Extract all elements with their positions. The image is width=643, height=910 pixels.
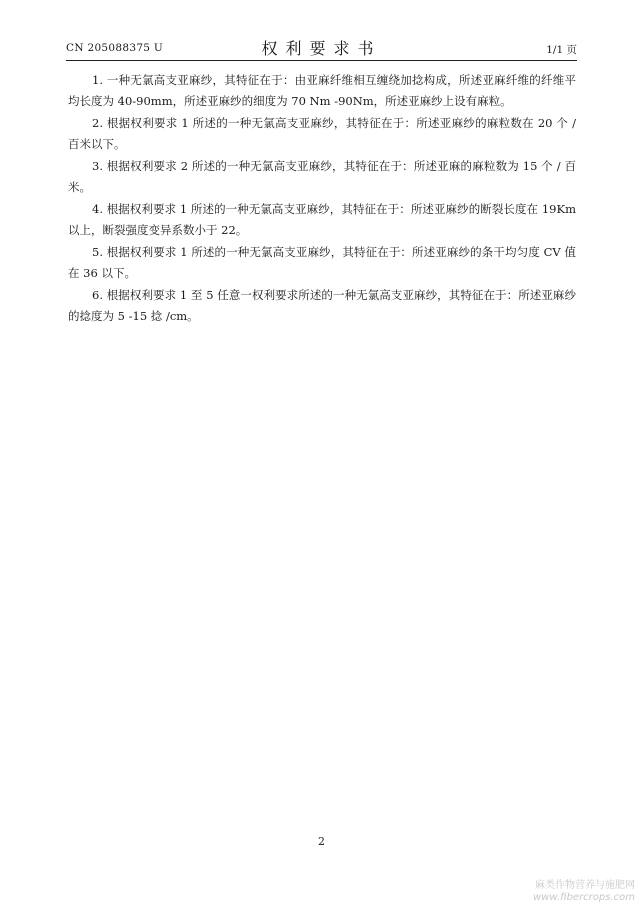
- claim-4: 4. 根据权利要求 1 所述的一种无氯高支亚麻纱，其特征在于：所述亚麻纱的断裂长度在 19Km 以上，断裂强度变异系数小于 22。: [68, 202, 576, 237]
- watermark-text: 麻类作物营养与施肥网: [535, 880, 635, 891]
- claim-1: 1. 一种无氯高支亚麻纱，其特征在于：由亚麻纤维相互缠绕加捻构成，所述亚麻纤维的纤维平均长度为 40-90mm，所述亚麻纱的细度为 70 Nm -90Nm，所述亚麻纱上设有麻粒。: [68, 73, 576, 108]
- page-info: 1/1 页: [546, 44, 577, 56]
- site-watermark: [533, 880, 635, 904]
- claims-list: [68, 70, 576, 328]
- page-header: [66, 34, 577, 58]
- publication-number: CN 205088375 U: [66, 42, 164, 54]
- page-number: 2: [318, 835, 325, 848]
- claim-3: 3. 根据权利要求 2 所述的一种无氯高支亚麻纱，其特征在于：所述亚麻的麻粒数为 15 个 / 百米。: [68, 159, 576, 194]
- document-title: 权利要求书: [261, 39, 382, 58]
- claim-6: 6. 根据权利要求 1 至 5 任意一权利要求所述的一种无氯高支亚麻纱，其特征在于：所述亚麻纱的捻度为 5 -15 捻 /cm。: [68, 288, 576, 323]
- claim-2: 2. 根据权利要求 1 所述的一种无氯高支亚麻纱，其特征在于：所述亚麻纱的麻粒数在 20 个 / 百米以下。: [68, 116, 576, 151]
- watermark-url: www.fibercrops.com: [533, 892, 635, 903]
- header-divider: [66, 60, 577, 61]
- claim-5: 5. 根据权利要求 1 所述的一种无氯高支亚麻纱，其特征在于：所述亚麻纱的条干均匀度 CV 值在 36 以下。: [68, 245, 576, 280]
